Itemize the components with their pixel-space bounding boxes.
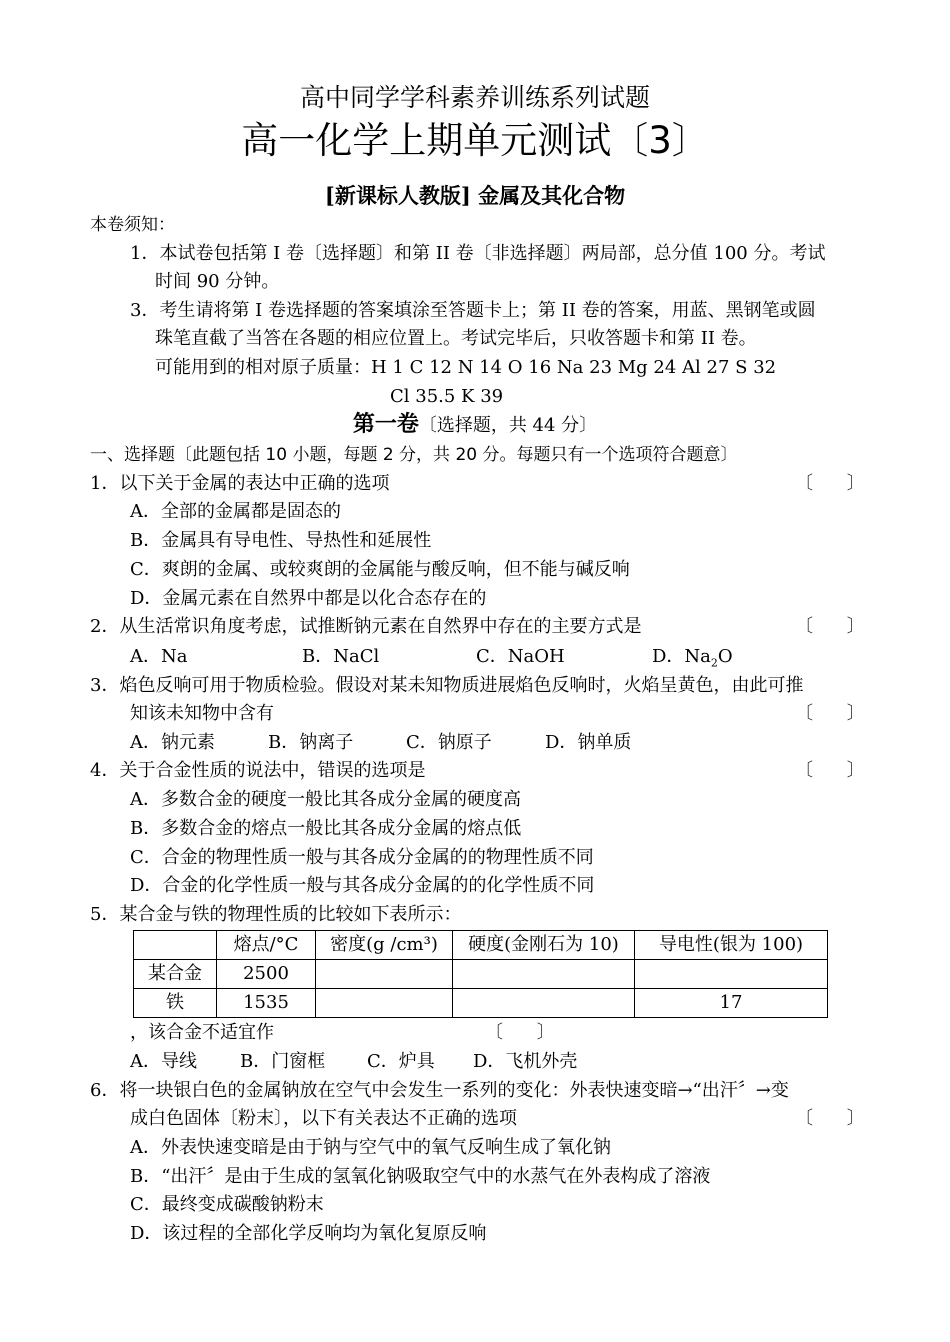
q6-stem: 6．将一块银白色的金属钠放在空气中会发生一系列的变化：外表快速变暗→“出汗〞→变 bbox=[90, 1080, 789, 1101]
q4-option-a: A．多数合金的硬度一般比其各成分金属的硬度高 bbox=[130, 789, 521, 810]
q2-d-pre: D．Na bbox=[652, 646, 711, 667]
q2-option-b: B．NaCl bbox=[302, 646, 380, 667]
table-header-cell: 熔点/°C bbox=[217, 931, 316, 960]
q6-option-c: C．最终变成碳酸钠粉末 bbox=[130, 1194, 324, 1215]
q3-option-a: A．钠元素 bbox=[130, 732, 215, 753]
q1-option-a: A．全部的金属都是固态的 bbox=[130, 501, 341, 522]
q6-option-a: A．外表快速变暗是由于钠与空气中的氧气反响生成了氧化钠 bbox=[130, 1137, 611, 1158]
table-row bbox=[134, 960, 828, 989]
q2-stem: 2．从生活常识角度考虑，试推断钠元素在自然界中存在的主要方式是 bbox=[90, 616, 642, 637]
q1-option-d: D．金属元素在自然界中都是以化合态存在的 bbox=[130, 588, 487, 609]
section-title bbox=[0, 412, 950, 438]
table-cell: 铁 bbox=[134, 989, 217, 1018]
choice-heading: 一、选择题〔此题包括 10 小题，每题 2 分，共 20 分。每题只有一个选项符合题意〕 bbox=[90, 445, 738, 465]
q4-option-c: C．合金的物理性质一般与其各成分金属的的物理性质不同 bbox=[130, 847, 594, 868]
q5-option-a: A．导线 bbox=[130, 1051, 197, 1072]
q4-option-d: D．合金的化学性质一般与其各成分金属的的化学性质不同 bbox=[130, 875, 595, 896]
table-cell bbox=[316, 960, 453, 989]
q3-option-d: D．钠单质 bbox=[545, 732, 632, 753]
q1-stem: 1．以下关于金属的表达中正确的选项 bbox=[90, 473, 390, 494]
q3-stem: 3．焰色反响可用于物质检验。假设对某未知物质进展焰色反响时，火焰呈黄色，由此可推 bbox=[90, 675, 804, 696]
q5-option-c: C．炉具 bbox=[367, 1051, 435, 1072]
section-note: 〔选择题，共 44 分〕 bbox=[418, 415, 598, 436]
table-header-cell: 密度(g /cm³) bbox=[316, 931, 453, 960]
comparison-table bbox=[133, 930, 828, 1018]
table-cell bbox=[635, 960, 828, 989]
table-cell bbox=[453, 989, 635, 1018]
q6-stem-cont: 成白色固体〔粉末〕，以下有关表达不正确的选项 bbox=[130, 1108, 517, 1129]
notice-label: 本卷须知： bbox=[90, 215, 175, 235]
table-cell bbox=[316, 989, 453, 1018]
table-row bbox=[134, 989, 828, 1018]
atomic-masses: 可能用到的相对原子质量：H 1 C 12 N 14 O 16 Na 23 Mg 24 Al 27 S 32 bbox=[155, 357, 777, 378]
table-header-cell bbox=[134, 931, 217, 960]
section-name: 第一卷 bbox=[352, 411, 419, 437]
q3-option-b: B．钠离子 bbox=[268, 732, 354, 753]
q4-stem: 4．关于合金性质的说法中，错误的选项是 bbox=[90, 760, 426, 781]
q2-option-d bbox=[652, 645, 733, 669]
q2-d-post: O bbox=[717, 646, 733, 667]
q2-answer-blank[interactable]: 〔 〕 bbox=[795, 616, 879, 637]
q6-answer-blank[interactable]: 〔 〕 bbox=[795, 1108, 879, 1129]
q5-option-b: B．门窗框 bbox=[240, 1051, 326, 1072]
q5-option-d: D．飞机外壳 bbox=[473, 1051, 578, 1072]
q5-answer-blank[interactable]: 〔 〕 bbox=[485, 1022, 569, 1043]
notice-item-1-cont: 时间 90 分钟。 bbox=[155, 271, 280, 292]
q2-option-a: A．Na bbox=[130, 646, 188, 667]
q1-answer-blank[interactable]: 〔 〕 bbox=[795, 473, 879, 494]
table-cell: 2500 bbox=[217, 960, 316, 989]
table-header-row bbox=[134, 931, 828, 960]
q4-answer-blank[interactable]: 〔 〕 bbox=[795, 760, 879, 781]
q3-stem-cont: 知该未知物中含有 bbox=[130, 703, 274, 724]
exam-subtitle: [新课标人教版] 金属及其化合物 bbox=[324, 183, 626, 208]
q6-option-b: B．“出汗〞是由于生成的氢氧化钠吸取空气中的水蒸气在外表构成了溶液 bbox=[130, 1166, 711, 1187]
table-cell: 17 bbox=[635, 989, 828, 1018]
q5-stem-tail: ，该合金不适宜作 bbox=[130, 1022, 274, 1043]
table-header-cell: 导电性(银为 100) bbox=[635, 931, 828, 960]
notice-item-1: 1．本试卷包括第 I 卷〔选择题〕和第 II 卷〔非选择题〕两局部，总分值 100 分。考试 bbox=[130, 243, 826, 264]
table-header-cell: 硬度(金刚石为 10) bbox=[453, 931, 635, 960]
atomic-masses-cont: Cl 35.5 K 39 bbox=[390, 386, 504, 407]
exam-title: 高一化学上期单元测试〔3〕 bbox=[241, 119, 709, 162]
table-cell: 某合金 bbox=[134, 960, 217, 989]
notice-item-3-cont: 珠笔直截了当答在各题的相应位置上。考试完毕后，只收答题卡和第 II 卷。 bbox=[155, 328, 757, 349]
series-title: 高中同学学科素养训练系列试题 bbox=[299, 83, 650, 112]
q4-option-b: B．多数合金的熔点一般比其各成分金属的熔点低 bbox=[130, 818, 522, 839]
table-cell: 1535 bbox=[217, 989, 316, 1018]
q1-option-b: B．金属具有导电性、导热性和延展性 bbox=[130, 530, 432, 551]
notice-item-3: 3．考生请将第 I 卷选择题的答案填涂至答题卡上；第 II 卷的答案，用蓝、黑钢笔或圆 bbox=[130, 300, 816, 321]
q2-option-c: C．NaOH bbox=[476, 646, 565, 667]
q3-answer-blank[interactable]: 〔 〕 bbox=[795, 703, 879, 724]
table-cell bbox=[453, 960, 635, 989]
q2-d-sub: 2 bbox=[710, 656, 718, 670]
q3-option-c: C．钠原子 bbox=[406, 732, 492, 753]
q5-stem: 5．某合金与铁的物理性质的比较如下表所示： bbox=[90, 904, 462, 925]
q1-option-c: C．爽朗的金属、或较爽朗的金属能与酸反响，但不能与碱反响 bbox=[130, 559, 630, 580]
q6-option-d: D．该过程的全部化学反响均为氧化复原反响 bbox=[130, 1223, 487, 1244]
